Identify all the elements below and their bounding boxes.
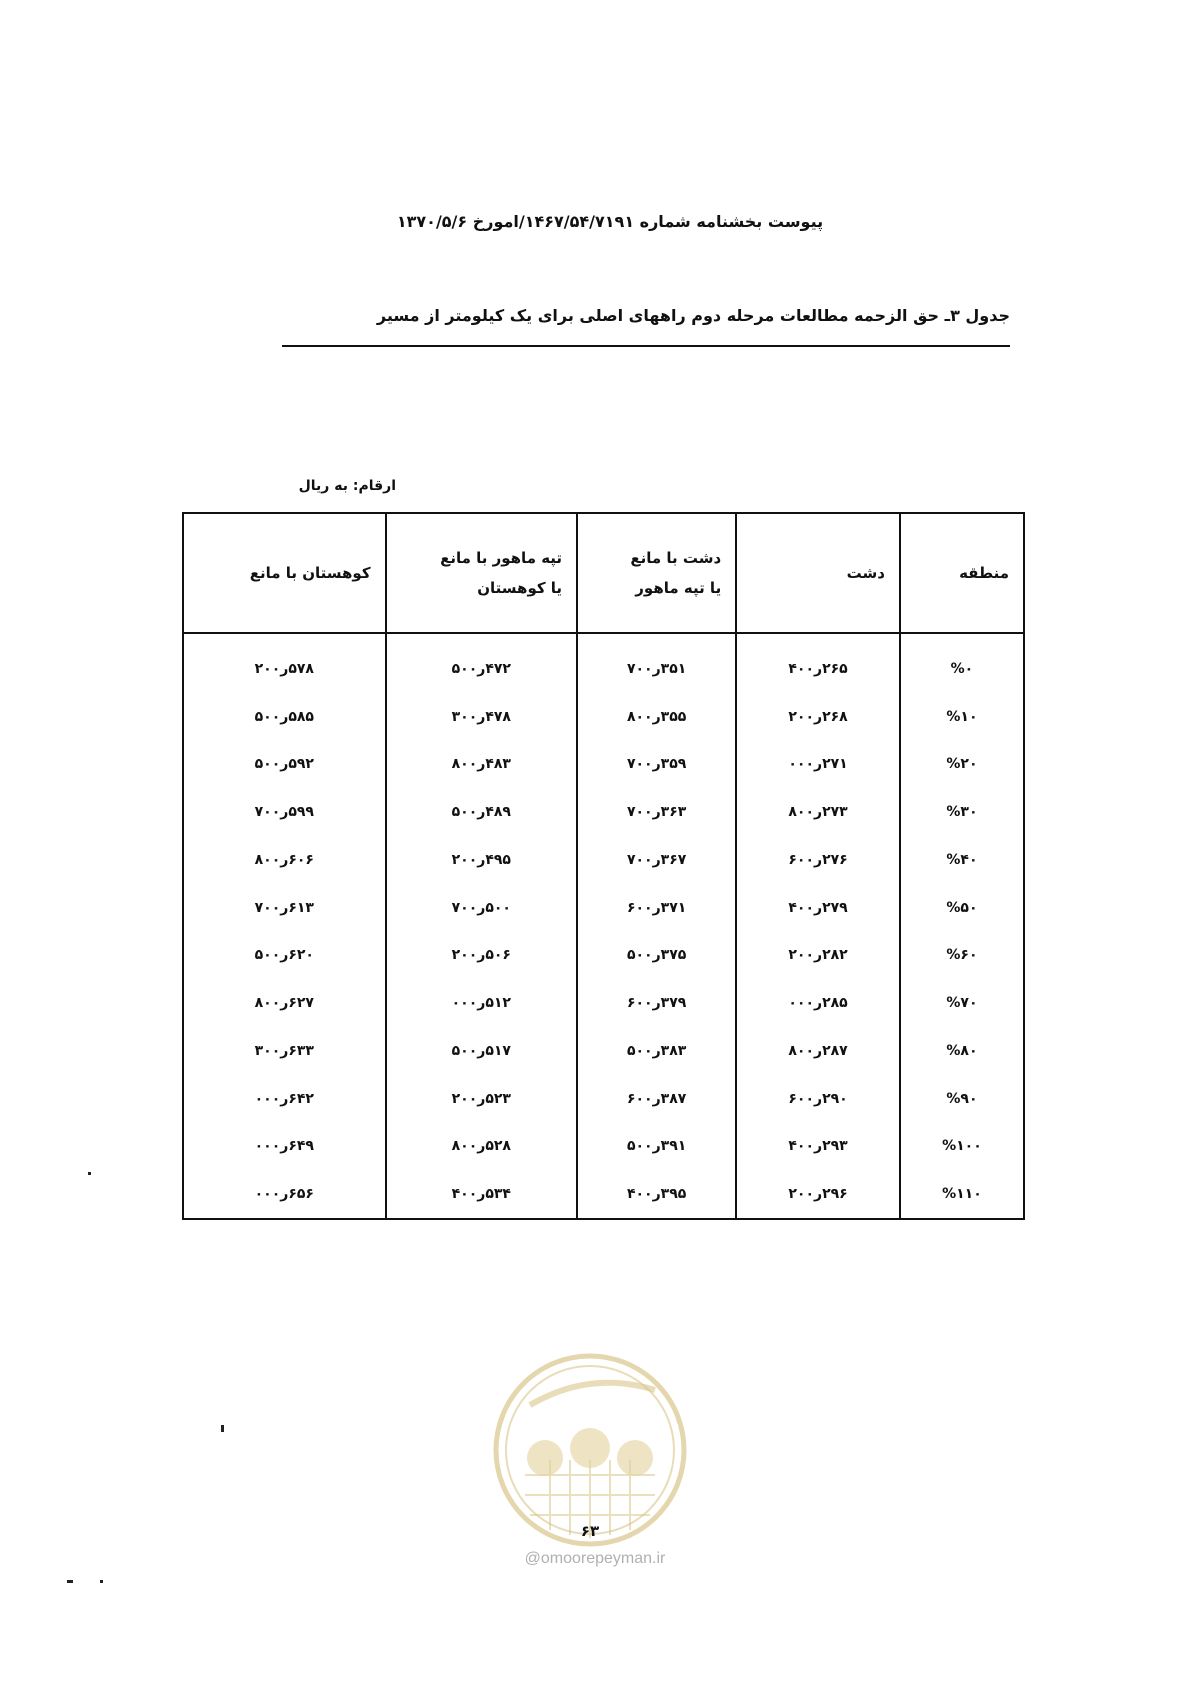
cell-mountain: ۶۲۷ر۸۰۰ xyxy=(183,979,386,1027)
table-row xyxy=(183,1170,1024,1219)
cell-plain-hill: ۳۶۷ر۷۰۰ xyxy=(577,836,736,884)
cell-region: %۱۰۰ xyxy=(900,1122,1024,1170)
cell-hill-mountain: ۴۸۳ر۸۰۰ xyxy=(386,741,578,789)
header-mountain: کوهستان با مانع xyxy=(183,513,386,633)
cell-plain: ۲۹۰ر۶۰۰ xyxy=(736,1075,900,1123)
header-hill-mountain-line1: تپه ماهور با مانع xyxy=(440,549,563,567)
table-row xyxy=(183,932,1024,980)
table-row xyxy=(183,884,1024,932)
cell-plain-hill: ۳۷۵ر۵۰۰ xyxy=(577,932,736,980)
cell-mountain: ۶۴۹ر۰۰۰ xyxy=(183,1122,386,1170)
cell-hill-mountain: ۴۷۲ر۵۰۰ xyxy=(386,633,578,693)
cell-mountain: ۵۹۹ر۷۰۰ xyxy=(183,788,386,836)
cell-hill-mountain: ۵۱۷ر۵۰۰ xyxy=(386,1027,578,1075)
table-title: جدول ۳ـ حق الزحمه مطالعات مرحله دوم راههای اصلی برای یک کیلومتر از مسیر xyxy=(376,306,1010,325)
table-row xyxy=(183,788,1024,836)
cell-mountain: ۵۷۸ر۲۰۰ xyxy=(183,633,386,693)
table-row xyxy=(183,1075,1024,1123)
cell-plain-hill: ۳۷۹ر۶۰۰ xyxy=(577,979,736,1027)
cell-plain: ۲۸۲ر۲۰۰ xyxy=(736,932,900,980)
cell-mountain: ۶۰۶ر۸۰۰ xyxy=(183,836,386,884)
cell-region: %۵۰ xyxy=(900,884,1024,932)
cell-region: %۸۰ xyxy=(900,1027,1024,1075)
cell-region: %۱۱۰ xyxy=(900,1170,1024,1219)
cell-hill-mountain: ۵۳۴ر۴۰۰ xyxy=(386,1170,578,1219)
cell-plain: ۲۶۵ر۴۰۰ xyxy=(736,633,900,693)
header-plain-hill xyxy=(577,513,736,633)
table-row xyxy=(183,979,1024,1027)
table-row xyxy=(183,1027,1024,1075)
cell-hill-mountain: ۵۲۳ر۲۰۰ xyxy=(386,1075,578,1123)
cell-hill-mountain: ۵۰۶ر۲۰۰ xyxy=(386,932,578,980)
cell-mountain: ۶۲۰ر۵۰۰ xyxy=(183,932,386,980)
cell-plain-hill: ۳۵۵ر۸۰۰ xyxy=(577,693,736,741)
scan-speck xyxy=(88,1172,91,1175)
table-row xyxy=(183,693,1024,741)
cell-plain-hill: ۳۸۷ر۶۰۰ xyxy=(577,1075,736,1123)
cell-region: %۷۰ xyxy=(900,979,1024,1027)
cell-mountain: ۶۴۲ر۰۰۰ xyxy=(183,1075,386,1123)
cell-hill-mountain: ۵۲۸ر۸۰۰ xyxy=(386,1122,578,1170)
header-plain-hill-line2: یا تپه ماهور xyxy=(635,579,722,597)
header-hill-mountain xyxy=(386,513,578,633)
cell-plain-hill: ۳۵۹ر۷۰۰ xyxy=(577,741,736,789)
cell-plain-hill: ۳۹۵ر۴۰۰ xyxy=(577,1170,736,1219)
table-body xyxy=(183,633,1024,1219)
cell-hill-mountain: ۴۹۵ر۲۰۰ xyxy=(386,836,578,884)
scan-speck xyxy=(67,1580,73,1583)
cell-region: %۲۰ xyxy=(900,741,1024,789)
cell-plain-hill: ۳۷۱ر۶۰۰ xyxy=(577,884,736,932)
cell-plain-hill: ۳۵۱ر۷۰۰ xyxy=(577,633,736,693)
watermark-text: @omoorepeyman.ir xyxy=(524,1550,666,1567)
table-header-row xyxy=(183,513,1024,633)
header-plain: دشت xyxy=(736,513,900,633)
table-row xyxy=(183,836,1024,884)
omoore-peyman-logo xyxy=(490,1350,690,1550)
cell-plain: ۲۷۹ر۴۰۰ xyxy=(736,884,900,932)
header-plain-hill-line1: دشت با مانع xyxy=(630,549,722,567)
cell-hill-mountain: ۴۷۸ر۳۰۰ xyxy=(386,693,578,741)
header-hill-mountain-line2: یا کوهستان xyxy=(477,579,563,597)
cell-plain-hill: ۳۶۳ر۷۰۰ xyxy=(577,788,736,836)
table-row xyxy=(183,1122,1024,1170)
fee-table xyxy=(182,512,1025,1220)
units-note: ارقام: به ریال xyxy=(298,478,396,494)
cell-plain: ۲۹۳ر۴۰۰ xyxy=(736,1122,900,1170)
cell-hill-mountain: ۵۰۰ر۷۰۰ xyxy=(386,884,578,932)
cell-region: %۳۰ xyxy=(900,788,1024,836)
cell-plain: ۲۷۳ر۸۰۰ xyxy=(736,788,900,836)
cell-plain: ۲۸۷ر۸۰۰ xyxy=(736,1027,900,1075)
cell-region: %۴۰ xyxy=(900,836,1024,884)
cell-plain-hill: ۳۸۳ر۵۰۰ xyxy=(577,1027,736,1075)
cell-region: %۶۰ xyxy=(900,932,1024,980)
cell-plain: ۲۸۵ر۰۰۰ xyxy=(736,979,900,1027)
cell-mountain: ۵۸۵ر۵۰۰ xyxy=(183,693,386,741)
title-underline xyxy=(282,345,1010,347)
cell-plain-hill: ۳۹۱ر۵۰۰ xyxy=(577,1122,736,1170)
page-number: ۶۳ xyxy=(580,1522,600,1540)
cell-plain: ۲۷۱ر۰۰۰ xyxy=(736,741,900,789)
cell-mountain: ۵۹۲ر۵۰۰ xyxy=(183,741,386,789)
header-region: منطقه xyxy=(900,513,1024,633)
cell-hill-mountain: ۴۸۹ر۵۰۰ xyxy=(386,788,578,836)
cell-mountain: ۶۱۳ر۷۰۰ xyxy=(183,884,386,932)
cell-hill-mountain: ۵۱۲ر۰۰۰ xyxy=(386,979,578,1027)
cell-plain: ۲۷۶ر۶۰۰ xyxy=(736,836,900,884)
cell-mountain: ۶۳۳ر۳۰۰ xyxy=(183,1027,386,1075)
scan-speck xyxy=(100,1580,103,1583)
table-row xyxy=(183,633,1024,693)
cell-region: %۹۰ xyxy=(900,1075,1024,1123)
cell-plain: ۲۶۸ر۲۰۰ xyxy=(736,693,900,741)
cell-mountain: ۶۵۶ر۰۰۰ xyxy=(183,1170,386,1219)
cell-region: %۰ xyxy=(900,633,1024,693)
table-row xyxy=(183,741,1024,789)
cell-region: %۱۰ xyxy=(900,693,1024,741)
cell-plain: ۲۹۶ر۲۰۰ xyxy=(736,1170,900,1219)
document-header: پیوست بخشنامه شماره ۱۴۶۷/۵۴/۷۱۹۱/امورخ ۱۳۷۰/۵/۶ xyxy=(396,212,824,231)
scan-speck xyxy=(221,1425,224,1432)
